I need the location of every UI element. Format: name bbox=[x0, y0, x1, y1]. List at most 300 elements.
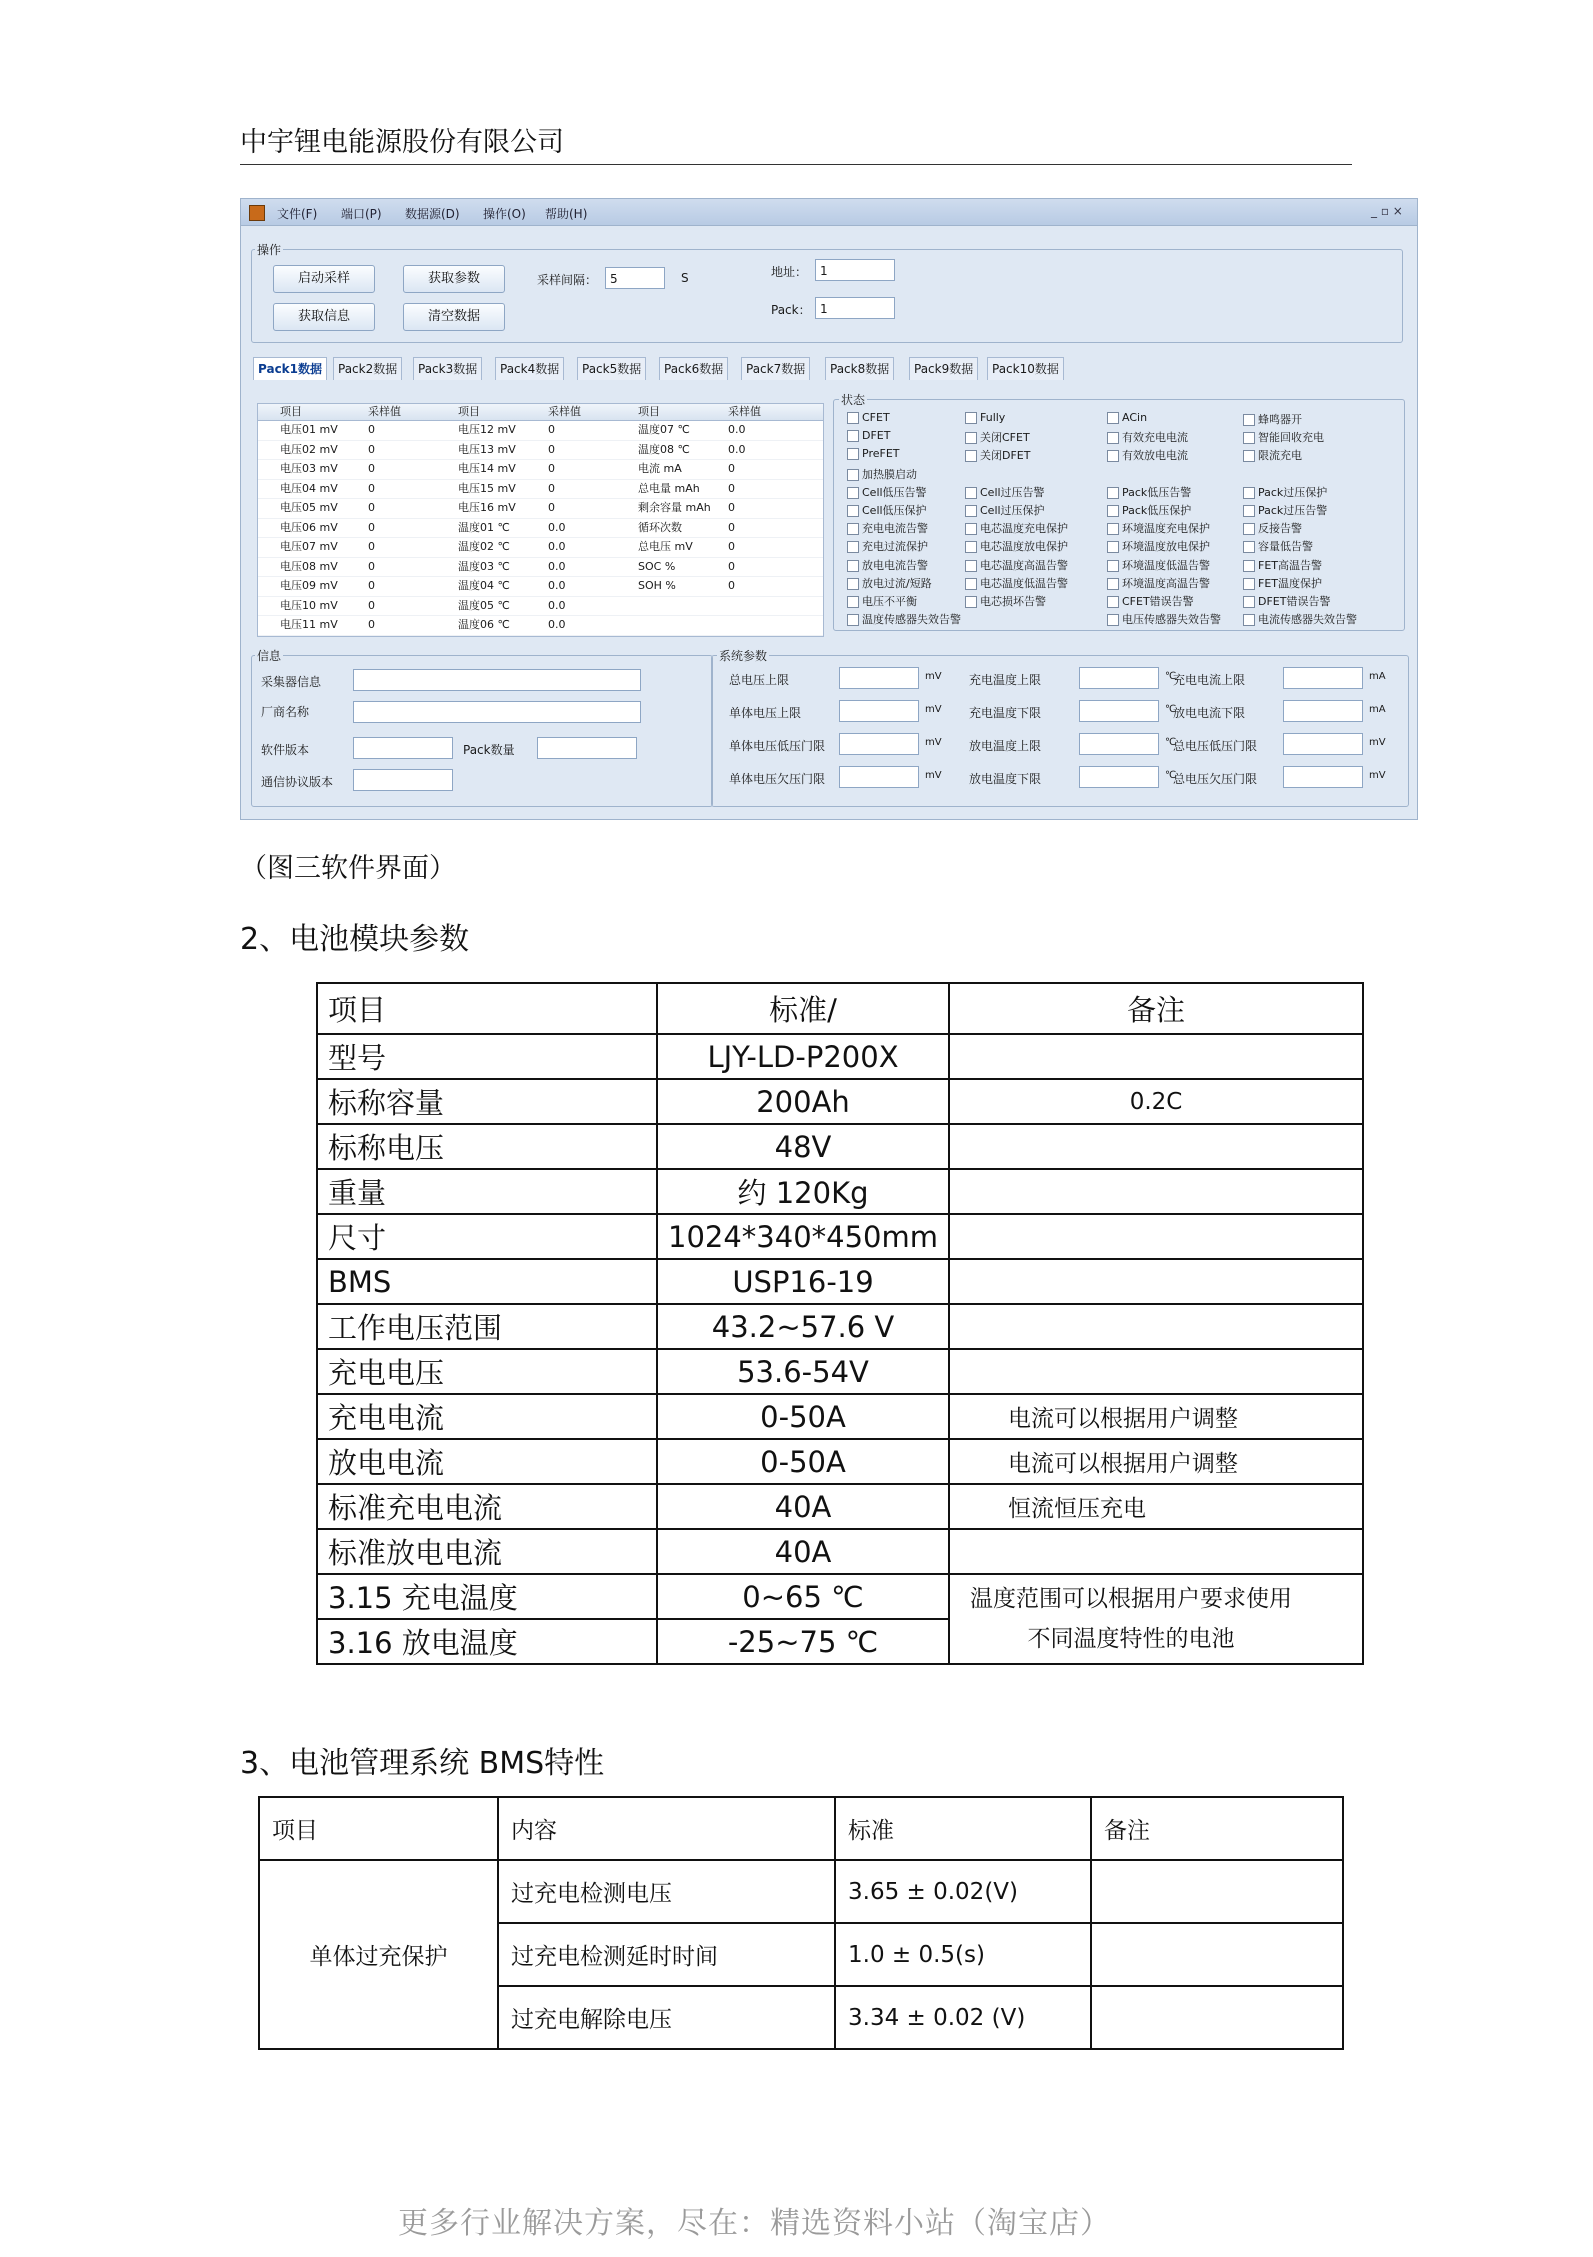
tab-pack-7[interactable]: Pack7数据 bbox=[741, 357, 810, 380]
status-flag-label: Cell过压保护 bbox=[980, 504, 1045, 517]
tab-pack-5[interactable]: Pack5数据 bbox=[577, 357, 646, 380]
row-item: 重量 bbox=[317, 1169, 657, 1214]
checkbox[interactable] bbox=[965, 450, 977, 462]
row-remark: 0.2C bbox=[949, 1079, 1363, 1124]
address-select[interactable]: 1 bbox=[815, 259, 895, 281]
param-label: 放电温度下限 bbox=[969, 772, 1042, 786]
grid-item: 总电压 mV bbox=[638, 540, 693, 553]
checkbox[interactable] bbox=[965, 412, 977, 424]
tab-pack-6[interactable]: Pack6数据 bbox=[659, 357, 728, 380]
status-flag-label: 智能回收充电 bbox=[1258, 431, 1324, 445]
pack-label: Pack： bbox=[771, 303, 811, 317]
status-flag[interactable] bbox=[847, 593, 917, 609]
grid-item: 电压02 mV bbox=[280, 442, 338, 456]
grid-item: SOC % bbox=[638, 559, 676, 573]
grid-item: 电压03 mV bbox=[280, 462, 338, 475]
row-remark bbox=[949, 1214, 1363, 1259]
menu-port[interactable]: 端口(P) bbox=[341, 207, 382, 221]
grid-value: 0 bbox=[548, 501, 555, 514]
table-row bbox=[317, 1484, 1363, 1529]
grid-row bbox=[258, 538, 823, 558]
header-standard: 标准 bbox=[835, 1797, 1091, 1860]
status-flag[interactable] bbox=[1107, 411, 1147, 424]
status-flag-label: 电芯温度低温告警 bbox=[980, 576, 1068, 590]
param-label: 充电温度上限 bbox=[969, 673, 1042, 687]
status-flag-label: Cell低压告警 bbox=[862, 485, 927, 499]
row-content: 过充电解除电压 bbox=[498, 1986, 835, 2049]
status-flag-label: 电芯温度充电保护 bbox=[980, 522, 1068, 536]
row-standard: 3.34 ± 0.02 (V) bbox=[835, 1986, 1091, 2049]
grid-item: 电压10 mV bbox=[280, 598, 338, 612]
grid-item: 电压15 mV bbox=[458, 481, 516, 495]
company-name: 中宇锂电能源股份有限公司 bbox=[240, 127, 564, 158]
grid-item: 电压16 mV bbox=[458, 501, 516, 514]
grid-item: 温度01 ℃ bbox=[458, 520, 510, 534]
row-standard: 1024*340*450mm bbox=[657, 1214, 949, 1259]
get-info-button[interactable]: 获取信息 bbox=[273, 303, 375, 331]
status-flag[interactable] bbox=[847, 411, 890, 424]
grid-item: 电压12 mV bbox=[458, 423, 516, 436]
tab-pack-8[interactable]: Pack8数据 bbox=[825, 357, 894, 380]
checkbox[interactable] bbox=[847, 541, 859, 553]
checkbox[interactable] bbox=[1107, 487, 1119, 499]
grid-row bbox=[258, 421, 823, 441]
status-flag[interactable] bbox=[1107, 557, 1210, 573]
checkbox[interactable] bbox=[965, 505, 977, 517]
row-remark bbox=[949, 1529, 1363, 1574]
header-content: 内容 bbox=[498, 1797, 835, 1860]
row-standard: 40A bbox=[657, 1484, 949, 1529]
row-item: BMS bbox=[317, 1259, 657, 1304]
checkbox[interactable] bbox=[1243, 414, 1255, 426]
grid-value: 0.0 bbox=[548, 540, 566, 553]
param-unit: ℃ bbox=[1165, 704, 1177, 715]
checkbox[interactable] bbox=[965, 432, 977, 444]
table-header-row bbox=[259, 1797, 1343, 1860]
grid-value: 0 bbox=[368, 618, 375, 631]
table-body bbox=[317, 1034, 1363, 1574]
grid-row bbox=[258, 558, 823, 578]
status-flag[interactable] bbox=[965, 447, 1030, 463]
row-remark bbox=[949, 1259, 1363, 1304]
grid-item: 温度06 ℃ bbox=[458, 618, 510, 631]
grid-value: 0 bbox=[368, 540, 375, 553]
checkbox[interactable] bbox=[965, 487, 977, 499]
checkbox[interactable] bbox=[847, 578, 859, 590]
row-standard: 约 120Kg bbox=[657, 1169, 949, 1214]
menu-file[interactable]: 文件(F) bbox=[277, 207, 318, 221]
row-remark bbox=[1091, 1860, 1343, 1923]
status-flag[interactable] bbox=[1243, 502, 1327, 518]
status-flag[interactable] bbox=[1243, 538, 1313, 554]
checkbox[interactable] bbox=[965, 578, 977, 590]
param-label: 总电压欠压门限 bbox=[1173, 772, 1258, 786]
checkbox[interactable] bbox=[847, 614, 859, 626]
status-flag-label: 环境温度放电保护 bbox=[1122, 540, 1210, 554]
row-standard: 40A bbox=[657, 1529, 949, 1574]
param-label: 单体电压低压门限 bbox=[729, 739, 826, 753]
tab-pack-4[interactable]: Pack4数据 bbox=[495, 357, 564, 380]
grid-item: 温度05 ℃ bbox=[458, 598, 510, 612]
checkbox[interactable] bbox=[1243, 541, 1255, 553]
row-item: 标准充电电流 bbox=[317, 1484, 657, 1529]
grid-value: 0 bbox=[548, 481, 555, 495]
param-label: 总电压上限 bbox=[729, 673, 790, 687]
grid-item: 电压09 mV bbox=[280, 579, 338, 592]
param-field[interactable] bbox=[1283, 667, 1363, 689]
temperature-remark-text: 温度范围可以根据用户要求使用不同温度特性的电池 bbox=[970, 1586, 1293, 1652]
window-controls[interactable]: _ ▫ × bbox=[1371, 204, 1403, 218]
checkbox[interactable] bbox=[847, 487, 859, 499]
tab-pack-10[interactable]: Pack10数据 bbox=[987, 357, 1064, 380]
grid-value: 0.0 bbox=[548, 618, 566, 631]
grid-item: 电压05 mV bbox=[280, 501, 338, 514]
row-standard: 3.65 ± 0.02(V) bbox=[835, 1860, 1091, 1923]
row-item: 尺寸 bbox=[317, 1214, 657, 1259]
menu-datasource[interactable]: 数据源(D) bbox=[405, 207, 460, 221]
status-flag-label: 电芯温度放电保护 bbox=[980, 540, 1068, 554]
row-item: 3.15 充电温度 bbox=[317, 1574, 657, 1619]
param-unit: mV bbox=[925, 770, 942, 781]
pack-count-label: Pack数量 bbox=[463, 743, 515, 757]
figure-caption: （图三软件界面） bbox=[240, 853, 456, 884]
grid-row bbox=[258, 441, 823, 461]
grid-row bbox=[258, 460, 823, 480]
grid-item: 电压14 mV bbox=[458, 462, 516, 475]
status-flag-label: 环境温度低温告警 bbox=[1122, 558, 1210, 572]
protocol-version-field[interactable] bbox=[353, 769, 453, 791]
row-standard: USP16-19 bbox=[657, 1259, 949, 1304]
grid-header bbox=[258, 404, 823, 421]
status-group-title: 状态 bbox=[841, 393, 866, 407]
checkbox[interactable] bbox=[847, 412, 859, 424]
status-flag[interactable] bbox=[1107, 575, 1210, 591]
status-flag[interactable] bbox=[847, 611, 961, 627]
status-flag[interactable] bbox=[847, 466, 917, 482]
status-flag-label: DFET错误告警 bbox=[1258, 595, 1331, 608]
pack-count-field[interactable] bbox=[537, 737, 637, 759]
status-flag[interactable] bbox=[1243, 429, 1324, 445]
start-sampling-button[interactable]: 启动采样 bbox=[273, 265, 375, 293]
status-flag[interactable] bbox=[1107, 429, 1188, 445]
status-flag[interactable] bbox=[1243, 611, 1357, 627]
menu-operation[interactable]: 操作(O) bbox=[483, 207, 526, 221]
checkbox[interactable] bbox=[847, 430, 859, 442]
status-flag-label: 容量低告警 bbox=[1258, 540, 1313, 554]
grid-row bbox=[258, 519, 823, 539]
checkbox[interactable] bbox=[847, 523, 859, 535]
checkbox[interactable] bbox=[1243, 505, 1255, 517]
row-standard: 53.6-54V bbox=[657, 1349, 949, 1394]
status-flag[interactable] bbox=[965, 593, 1046, 609]
status-flag-label: Cell过压告警 bbox=[980, 485, 1045, 499]
grid-item: 总电量 mAh bbox=[638, 481, 700, 495]
status-flag[interactable] bbox=[965, 411, 1005, 424]
checkbox[interactable] bbox=[1243, 432, 1255, 444]
table-row bbox=[317, 1034, 1363, 1079]
param-unit: mV bbox=[925, 671, 942, 682]
checkbox[interactable] bbox=[1107, 412, 1119, 424]
param-field[interactable] bbox=[839, 700, 919, 722]
checkbox[interactable] bbox=[965, 523, 977, 535]
table-row bbox=[259, 1860, 1343, 1923]
row-standard: -25~75 ℃ bbox=[657, 1619, 949, 1664]
param-field[interactable] bbox=[839, 667, 919, 689]
row-remark bbox=[1091, 1986, 1343, 2049]
status-flag[interactable] bbox=[1243, 575, 1322, 591]
row-item: 标称电压 bbox=[317, 1124, 657, 1169]
checkbox[interactable] bbox=[1243, 596, 1255, 608]
param-field[interactable] bbox=[1283, 733, 1363, 755]
status-flag[interactable] bbox=[847, 447, 900, 460]
param-field[interactable] bbox=[1079, 667, 1159, 689]
status-flag-label: 放电过流/短路 bbox=[862, 576, 932, 590]
row-standard: 0-50A bbox=[657, 1439, 949, 1484]
row-remark bbox=[949, 1124, 1363, 1169]
status-flag[interactable] bbox=[965, 484, 1045, 500]
table-row bbox=[317, 1124, 1363, 1169]
status-flag[interactable] bbox=[965, 502, 1045, 518]
checkbox[interactable] bbox=[1107, 541, 1119, 553]
menu-bar bbox=[241, 199, 1417, 226]
table-row bbox=[317, 1349, 1363, 1394]
status-flag[interactable] bbox=[1243, 593, 1330, 609]
grid-item: 电压01 mV bbox=[280, 423, 338, 436]
grid-value: 0 bbox=[548, 442, 555, 456]
param-field[interactable] bbox=[839, 733, 919, 755]
row-remark: 电流可以根据用户调整 bbox=[949, 1439, 1363, 1484]
grid-value: 0 bbox=[368, 462, 375, 475]
checkbox[interactable] bbox=[847, 448, 859, 460]
grid-value: 0 bbox=[368, 520, 375, 534]
row-item: 放电电流 bbox=[317, 1439, 657, 1484]
status-flag[interactable] bbox=[847, 429, 890, 442]
table-row bbox=[317, 1214, 1363, 1259]
status-flag[interactable] bbox=[1243, 557, 1322, 573]
row-content: 过充电检测延时时间 bbox=[498, 1923, 835, 1986]
header-item: 项目 bbox=[259, 1797, 498, 1860]
checkbox[interactable] bbox=[847, 596, 859, 608]
vendor-field[interactable] bbox=[353, 701, 641, 723]
param-unit: mV bbox=[1369, 737, 1386, 748]
status-flag-label: 电压传感器失效告警 bbox=[1122, 613, 1221, 627]
param-unit: mA bbox=[1369, 671, 1386, 682]
grid-item: SOH % bbox=[638, 579, 676, 592]
grid-item: 温度04 ℃ bbox=[458, 579, 510, 592]
grid-item: 电压13 mV bbox=[458, 442, 516, 456]
param-field[interactable] bbox=[1079, 733, 1159, 755]
status-flag-label: Pack过压保护 bbox=[1258, 485, 1328, 499]
status-flag-label: 限流充电 bbox=[1258, 449, 1302, 463]
status-flag[interactable] bbox=[965, 538, 1068, 554]
param-unit: mV bbox=[925, 704, 942, 715]
checkbox[interactable] bbox=[965, 596, 977, 608]
row-standard: LJY-LD-P200X bbox=[657, 1034, 949, 1079]
status-flag-label: Pack低压告警 bbox=[1122, 485, 1192, 499]
tab-pack-1[interactable]: Pack1数据 bbox=[253, 357, 327, 380]
checkbox[interactable] bbox=[847, 469, 859, 481]
grid-value: 0 bbox=[728, 462, 735, 475]
grid-value: 0 bbox=[368, 579, 375, 592]
param-field[interactable] bbox=[839, 766, 919, 788]
grid-value: 0.0 bbox=[728, 442, 746, 456]
grid-header-item-3: 项目 bbox=[638, 405, 660, 418]
operations-group-title: 操作 bbox=[257, 243, 282, 257]
param-label: 放电电流下限 bbox=[1173, 706, 1246, 720]
checkbox[interactable] bbox=[1243, 578, 1255, 590]
status-flag[interactable] bbox=[1107, 502, 1191, 518]
grid-item: 电压06 mV bbox=[280, 520, 338, 534]
checkbox[interactable] bbox=[1107, 560, 1119, 572]
row-remark bbox=[949, 1304, 1363, 1349]
status-flag[interactable] bbox=[847, 502, 927, 518]
row-remark bbox=[949, 1349, 1363, 1394]
status-flag[interactable] bbox=[965, 557, 1068, 573]
grid-value: 0.0 bbox=[728, 423, 746, 436]
checkbox[interactable] bbox=[847, 505, 859, 517]
checkbox[interactable] bbox=[1243, 523, 1255, 535]
row-standard: 43.2~57.6 V bbox=[657, 1304, 949, 1349]
status-flag[interactable] bbox=[1107, 520, 1210, 536]
grid-value: 0.0 bbox=[548, 579, 566, 592]
section-3-heading: 3、电池管理系统 BMS特性 bbox=[240, 1746, 605, 1781]
row-standard: 0~65 ℃ bbox=[657, 1574, 949, 1619]
header-divider bbox=[240, 164, 1352, 165]
interval-label: 采样间隔： bbox=[537, 273, 598, 287]
status-flag[interactable] bbox=[847, 575, 932, 591]
status-flag[interactable] bbox=[847, 538, 928, 554]
param-label: 单体电压上限 bbox=[729, 706, 802, 720]
grid-value: 0 bbox=[548, 423, 555, 436]
battery-module-params-table bbox=[316, 982, 1364, 1665]
collector-info-label: 采集器信息 bbox=[261, 675, 322, 689]
status-flag[interactable] bbox=[847, 557, 928, 573]
grid-value: 0.0 bbox=[548, 559, 566, 573]
grid-value: 0.0 bbox=[548, 520, 566, 534]
header-item: 项目 bbox=[317, 983, 657, 1034]
interval-input[interactable]: 5 bbox=[605, 267, 665, 289]
grid-value: 0 bbox=[368, 423, 375, 436]
checkbox[interactable] bbox=[1107, 505, 1119, 517]
status-flag[interactable] bbox=[965, 575, 1068, 591]
checkbox[interactable] bbox=[847, 560, 859, 572]
checkbox[interactable] bbox=[1243, 450, 1255, 462]
grid-row bbox=[258, 499, 823, 519]
info-group-title: 信息 bbox=[257, 649, 282, 663]
tab-pack-3[interactable]: Pack3数据 bbox=[413, 357, 482, 380]
row-remark: 电流可以根据用户调整 bbox=[949, 1394, 1363, 1439]
status-flag-label: 放电电流告警 bbox=[862, 558, 928, 572]
status-flag-label: 环境温度高温告警 bbox=[1122, 576, 1210, 590]
grid-item: 剩余容量 mAh bbox=[638, 501, 711, 514]
grid-row bbox=[258, 480, 823, 500]
status-flag-label: CFET bbox=[862, 411, 890, 424]
checkbox[interactable] bbox=[1107, 614, 1119, 626]
grid-value: 0 bbox=[728, 579, 735, 592]
grid-item: 电流 mA bbox=[638, 462, 682, 475]
row-item: 充电电压 bbox=[317, 1349, 657, 1394]
checkbox[interactable] bbox=[1243, 614, 1255, 626]
param-field[interactable] bbox=[1079, 700, 1159, 722]
checkbox[interactable] bbox=[965, 560, 977, 572]
pack-select[interactable]: 1 bbox=[815, 297, 895, 319]
param-unit: mA bbox=[1369, 704, 1386, 715]
status-flag-label: 有效放电电流 bbox=[1122, 449, 1188, 463]
status-flag[interactable] bbox=[1107, 484, 1191, 500]
status-flag[interactable] bbox=[1107, 538, 1210, 554]
status-flag-label: 电芯损坏告警 bbox=[980, 595, 1046, 608]
status-flag[interactable] bbox=[1243, 411, 1302, 427]
grid-row bbox=[258, 577, 823, 597]
status-flag[interactable] bbox=[1107, 611, 1221, 627]
param-label: 放电温度上限 bbox=[969, 739, 1042, 753]
status-flag[interactable] bbox=[847, 520, 928, 536]
grid-value: 0 bbox=[728, 559, 735, 573]
row-remark bbox=[1091, 1923, 1343, 1986]
param-field[interactable] bbox=[1283, 700, 1363, 722]
grid-row bbox=[258, 597, 823, 617]
status-flag[interactable] bbox=[1243, 520, 1302, 536]
grid-value: 0 bbox=[368, 501, 375, 514]
header-remark: 备注 bbox=[949, 983, 1363, 1034]
tab-pack-2[interactable]: Pack2数据 bbox=[333, 357, 402, 380]
software-version-field[interactable] bbox=[353, 737, 453, 759]
status-flag-label: 蜂鸣器开 bbox=[1258, 413, 1302, 426]
vendor-label: 厂商名称 bbox=[261, 705, 310, 719]
bms-characteristics-table bbox=[258, 1796, 1344, 2050]
status-flag[interactable] bbox=[847, 484, 927, 500]
status-flag[interactable] bbox=[1243, 484, 1327, 500]
param-field[interactable] bbox=[1283, 766, 1363, 788]
checkbox[interactable] bbox=[1107, 523, 1119, 535]
row-item: 型号 bbox=[317, 1034, 657, 1079]
clear-data-button[interactable]: 清空数据 bbox=[403, 303, 505, 331]
grid-item: 温度08 ℃ bbox=[638, 442, 690, 456]
grid-item: 电压11 mV bbox=[280, 618, 338, 631]
tab-pack-9[interactable]: Pack9数据 bbox=[909, 357, 978, 380]
menu-help[interactable]: 帮助(H) bbox=[545, 207, 588, 221]
pack-data-grid bbox=[257, 403, 824, 637]
collector-info-field[interactable] bbox=[353, 669, 641, 691]
status-flag-label: 加热膜启动 bbox=[862, 467, 917, 481]
row-item: 标准放电电流 bbox=[317, 1529, 657, 1574]
checkbox[interactable] bbox=[965, 541, 977, 553]
checkbox[interactable] bbox=[1107, 596, 1119, 608]
checkbox[interactable] bbox=[1107, 450, 1119, 462]
section-2-heading: 2、电池模块参数 bbox=[240, 922, 470, 957]
param-field[interactable] bbox=[1079, 766, 1159, 788]
status-flag[interactable] bbox=[965, 429, 1030, 445]
row-remark bbox=[949, 1034, 1363, 1079]
grid-header-item-1: 项目 bbox=[280, 405, 302, 418]
checkbox[interactable] bbox=[1107, 432, 1119, 444]
get-params-button[interactable]: 获取参数 bbox=[403, 265, 505, 293]
checkbox[interactable] bbox=[1243, 487, 1255, 499]
row-standard: 0-50A bbox=[657, 1394, 949, 1439]
status-flag[interactable] bbox=[965, 520, 1068, 536]
status-flag[interactable] bbox=[1107, 593, 1194, 609]
status-flag[interactable] bbox=[1243, 447, 1302, 463]
grid-value: 0 bbox=[728, 520, 735, 534]
checkbox[interactable] bbox=[1243, 560, 1255, 572]
grid-header-value-3: 采样值 bbox=[728, 405, 761, 418]
status-flag[interactable] bbox=[1107, 447, 1188, 463]
row-item: 工作电压范围 bbox=[317, 1304, 657, 1349]
status-flag-label: 温度传感器失效告警 bbox=[862, 613, 961, 627]
protocol-version-label: 通信协议版本 bbox=[261, 775, 334, 789]
grid-item: 电压07 mV bbox=[280, 540, 338, 553]
checkbox[interactable] bbox=[1107, 578, 1119, 590]
